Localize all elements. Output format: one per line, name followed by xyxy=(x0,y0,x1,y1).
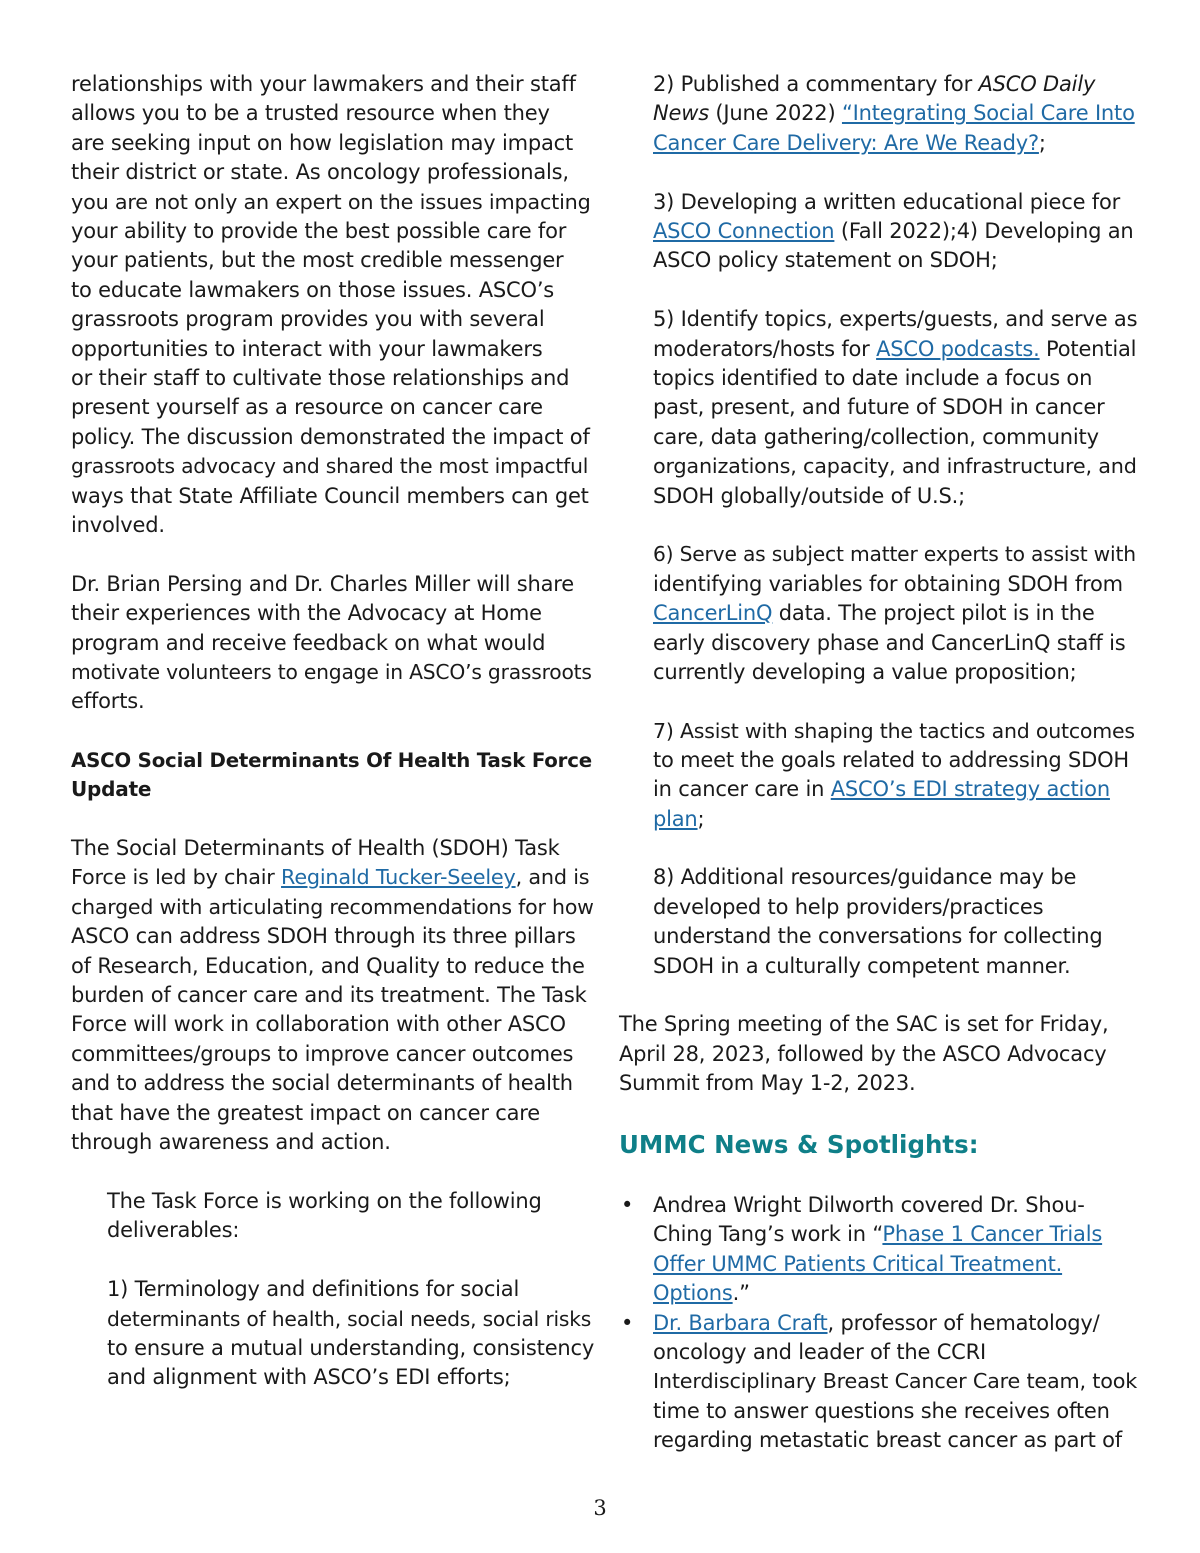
bullet-icon: • xyxy=(621,1311,634,1335)
integrating-social-care-link[interactable]: Cancer Care Delivery: Are We Ready? xyxy=(653,131,1039,155)
edi-strategy-link[interactable]: plan xyxy=(653,807,698,831)
bullet-icon: • xyxy=(621,1193,634,1217)
body-text-line: you are not only an expert on the issues impacting xyxy=(71,190,591,214)
body-text-line: opportunities to interact with your lawmakers xyxy=(71,337,543,361)
deliverable-item: determinants of health, social needs, social risks xyxy=(107,1307,592,1331)
body-text-line: deliverables: xyxy=(107,1218,240,1242)
deliverable-item: 3) Developing a written educational piece for xyxy=(653,190,1121,214)
barbara-craft-link[interactable]: Dr. Barbara Craft xyxy=(653,1311,828,1335)
body-text-line: policy. The discussion demonstrated the impact of xyxy=(71,425,590,449)
deliverable-item: Cancer Care Delivery: Are We Ready?; xyxy=(653,131,1046,155)
body-text-line: motivate volunteers to engage in ASCO’s grassroots xyxy=(71,660,592,684)
body-text-line: committees/groups to improve cancer outcomes xyxy=(71,1042,574,1066)
body-text-line: their district or state. As oncology professionals, xyxy=(71,160,569,184)
deliverable-item: topics identified to date include a focus on xyxy=(653,366,1093,390)
reginald-tucker-seeley-link[interactable]: Reginald Tucker-Seeley xyxy=(281,865,516,889)
body-text-line: or their staff to cultivate those relationships and xyxy=(71,366,570,390)
section-heading: Update xyxy=(71,777,152,801)
deliverable-item: SDOH in a culturally competent manner. xyxy=(653,954,1071,978)
body-text-line: relationships with your lawmakers and their staff xyxy=(71,72,576,96)
deliverable-item: early discovery phase and CancerLinQ staff is xyxy=(653,631,1126,655)
deliverable-item: 2) Published a commentary for ASCO Daily xyxy=(653,72,1096,96)
body-text-line: charged with articulating recommendations for how xyxy=(71,895,594,919)
page-number: 3 xyxy=(593,1496,607,1520)
deliverable-item: ASCO policy statement on SDOH; xyxy=(653,248,998,272)
deliverable-item: SDOH globally/outside of U.S.; xyxy=(653,484,966,508)
asco-connection-link[interactable]: ASCO Connection xyxy=(653,219,835,243)
deliverable-item: moderators/hosts for ASCO podcasts. Potential xyxy=(653,337,1137,361)
deliverable-item: in cancer care in ASCO’s EDI strategy action xyxy=(653,777,1110,801)
deliverable-item: 1) Terminology and definitions for social xyxy=(107,1277,520,1301)
list-item: oncology and leader of the CCRI xyxy=(653,1340,986,1364)
body-text-line: to educate lawmakers on those issues. ASCO’s xyxy=(71,278,555,302)
body-text-line: The Task Force is working on the following xyxy=(107,1189,542,1213)
edi-strategy-link[interactable]: ASCO’s EDI strategy action xyxy=(830,777,1110,801)
deliverable-item: past, present, and future of SDOH in cancer xyxy=(653,395,1105,419)
body-text-line: present yourself as a resource on cancer care xyxy=(71,395,543,419)
body-text-line: ways that State Affiliate Council members can get xyxy=(71,484,589,508)
body-text-line: involved. xyxy=(71,513,165,537)
deliverable-item: 5) Identify topics, experts/guests, and serve as xyxy=(653,307,1138,331)
deliverable-item: 8) Additional resources/guidance may be xyxy=(653,865,1077,889)
phase-1-trials-link[interactable]: Offer UMMC Patients Critical Treatment. xyxy=(653,1252,1063,1276)
body-text-line: Summit from May 1-2, 2023. xyxy=(619,1071,916,1095)
body-text-line: grassroots program provides you with several xyxy=(71,307,545,331)
deliverable-item: understand the conversations for collecting xyxy=(653,924,1103,948)
integrating-social-care-link[interactable]: “Integrating Social Care Into xyxy=(841,101,1135,125)
body-text-line: The Spring meeting of the SAC is set for Friday, xyxy=(619,1012,1109,1036)
ummc-news-heading: UMMC News & Spotlights: xyxy=(619,1130,979,1159)
body-text-line: efforts. xyxy=(71,689,145,713)
deliverable-item: CancerLinQ data. The project pilot is in the xyxy=(653,601,1095,625)
list-item xyxy=(653,1250,1062,1279)
body-text-line: their experiences with the Advocacy at Home xyxy=(71,601,542,625)
deliverable-item: currently developing a value proposition; xyxy=(653,660,1077,684)
deliverable-item: News (June 2022) “Integrating Social Care Into xyxy=(653,101,1135,125)
body-text-line: ASCO can address SDOH through its three pillars xyxy=(71,924,576,948)
body-text-line: are seeking input on how legislation may impact xyxy=(71,131,574,155)
deliverable-item: and alignment with ASCO’s EDI efforts; xyxy=(107,1365,511,1389)
body-text-line: allows you to be a trusted resource when they xyxy=(71,101,550,125)
deliverable-item: 6) Serve as subject matter experts to assist with xyxy=(653,542,1136,566)
list-item: regarding metastatic breast cancer as part of xyxy=(653,1428,1122,1452)
body-text-line: Force will work in collaboration with other ASCO xyxy=(71,1012,566,1036)
list-item: Options.” xyxy=(653,1281,750,1305)
deliverable-item: to meet the goals related to addressing SDOH xyxy=(653,748,1129,772)
asco-podcasts-link[interactable]: ASCO podcasts. xyxy=(876,337,1040,361)
body-text-line: and to address the social determinants of health xyxy=(71,1071,573,1095)
body-text-line: that have the greatest impact on cancer care xyxy=(71,1101,540,1125)
body-text-line: your patients, but the most credible messenger xyxy=(71,248,564,272)
deliverable-item: identifying variables for obtaining SDOH from xyxy=(653,572,1123,596)
body-text-line: Dr. Brian Persing and Dr. Charles Miller will share xyxy=(71,572,574,596)
deliverable-item: organizations, capacity, and infrastructure, and xyxy=(653,454,1137,478)
list-item: time to answer questions she receives often xyxy=(653,1399,1110,1423)
body-text-line: your ability to provide the best possible care for xyxy=(71,219,567,243)
body-text-line: grassroots advocacy and shared the most impactful xyxy=(71,454,589,478)
body-text-line: April 28, 2023, followed by the ASCO Advocacy xyxy=(619,1042,1107,1066)
phase-1-trials-link[interactable]: Phase 1 Cancer Trials xyxy=(882,1222,1103,1246)
cancerlinq-link[interactable]: CancerLinQ xyxy=(653,601,773,625)
deliverable-item: plan; xyxy=(653,807,705,831)
list-item: Interdisciplinary Breast Cancer Care team, took xyxy=(653,1369,1138,1393)
body-text-line: program and receive feedback on what would xyxy=(71,631,546,655)
list-item: Dr. Barbara Craft, professor of hematology/ xyxy=(653,1311,1100,1335)
body-text-line: Force is led by chair Reginald Tucker-Seeley, and is xyxy=(71,865,590,889)
deliverable-item: to ensure a mutual understanding, consistency xyxy=(107,1336,595,1360)
body-text-line: burden of cancer care and its treatment. The Task xyxy=(71,983,587,1007)
deliverable-item: care, data gathering/collection, community xyxy=(653,425,1099,449)
body-text-line: through awareness and action. xyxy=(71,1130,391,1154)
list-item: Ching Tang’s work in “Phase 1 Cancer Trials xyxy=(653,1222,1103,1246)
section-heading: ASCO Social Determinants Of Health Task Force xyxy=(71,749,592,772)
body-text-line: The Social Determinants of Health (SDOH) Task xyxy=(71,836,560,860)
body-text-line: of Research, Education, and Quality to reduce the xyxy=(71,954,585,978)
list-item: Andrea Wright Dilworth covered Dr. Shou- xyxy=(653,1193,1085,1217)
deliverable-item: ASCO Connection (Fall 2022);4) Developing an xyxy=(653,219,1134,243)
deliverable-item: developed to help providers/practices xyxy=(653,895,1044,919)
phase-1-trials-link[interactable]: Options xyxy=(653,1281,733,1305)
deliverable-item: 7) Assist with shaping the tactics and outcomes xyxy=(653,719,1135,743)
